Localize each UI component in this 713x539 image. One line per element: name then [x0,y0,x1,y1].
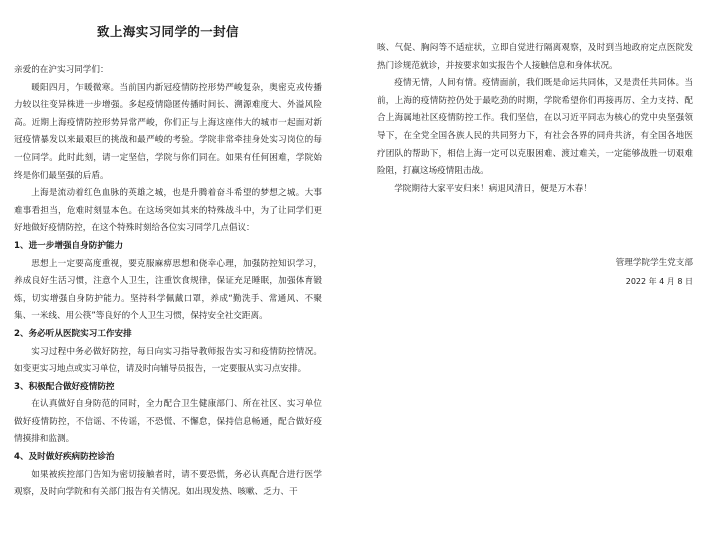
section-text-3: 在认真做好自身防范的同时，全力配合卫生健康部门、所在社区、实习单位做好疫情防控，不信谣、不传谣，不恐慌、不懈怠，保持信息畅通，配合做好疫情摸排和监测。 [14,399,322,445]
letter-paragraph-call: 上海是流动着红色血脉的英雄之城，也是升腾着奋斗希望的梦想之城。大事难事看担当，危难时刻显本色。在这场突如其来的特殊战斗中，为了让同学们更好地做好疫情防控，在这个特殊时刻给各位实习同学几点倡议： [14,188,322,234]
letter-left-column [14,62,322,502]
section-heading-3: 3、积极配合做好疫情防控 [14,381,115,392]
letter-signature: 管理学院学生党支部 [615,258,693,268]
section-heading-1: 1、进一步增强自身防护能力 [14,240,124,251]
letter-right-column [377,40,693,198]
section-heading-4: 4、及时做好疾病防控诊治 [14,452,115,463]
section-text-4: 如果被疾控部门告知为密切接触者时，请不要恐慌，务必认真配合进行医学观察，及时向学院和有关部门报告有关情况。如出现发热、咳嗽、乏力、干 [14,469,322,498]
letter-paragraph-intro: 暖阳四月，乍暖微寒。当前国内新冠疫情防控形势严峻复杂，奥密克戎传播力较以往变异株进一步增强。多起疫情隐匿传播时间长、溯源难度大、外溢风险高。近期上海疫情防控形势异常严峻，你们正与上海这座伟大的城市一起面对新冠疫情暴发以来最艰巨的挑战和最严峻的考验。学院非常牵挂身处实习岗位的每一位同学。此时此刻，请一定坚信，学院与你们同在。如果有任何困难，学院始终是你们最坚强的后盾。 [14,82,322,181]
section-text-4-continued: 咳、气促、胸闷等不适症状，立即自觉进行隔离观察，及时到当地政府定点医院发热门诊规范就诊，并按要求如实报告个人接触信息和身体状况。 [377,43,693,71]
letter-greeting: 亲爱的在沪实习同学们： [14,65,109,75]
section-text-1: 思想上一定要高度重视，要克服麻痹思想和侥幸心理，加强防控知识学习，养成良好生活习惯，注意个人卫生，注重饮食规律，保证充足睡眠，加强体育锻炼，切实增强自身防护能力。坚持科学佩戴口罩，养成“勤洗手、常通风、不聚集、一米线、用公筷”等良好的个人卫生习惯，保持安全社交距离。 [14,258,322,322]
section-heading-2: 2、务必听从医院实习工作安排 [14,328,132,339]
section-text-2: 实习过程中务必做好防控，每日向实习指导教师报告实习和疫情防控情况。如变更实习地点或实习单位，请及时向辅导员报告，一定要服从实习点安排。 [14,346,322,375]
letter-date: 2022 年 4 月 8 日 [625,277,693,286]
letter-paragraph-closing: 学院期待大家平安归来！病退风清日，便是万木春！ [394,183,592,194]
letter-paragraph-solidarity: 疫情无情，人间有情。疫情面前，我们既是命运共同体，又是责任共同体。当前，上海的疫情防控仍处于最吃劲的时期，学院希望你们再接再厉、全力支持、配合上海属地社区疫情防控工作。我们坚信，在以习近平同志为核心的党中央坚强领导下，在全党全国各族人民的共同努力下，有社会各界的同舟共济，有全国各地医疗团队的帮助下，相信上海一定可以克服困难、渡过难关，一定能够战胜一切艰难险阻，打赢这场疫情阻击战。 [377,78,693,177]
letter-title: 致上海实习同学的一封信 [97,24,239,39]
